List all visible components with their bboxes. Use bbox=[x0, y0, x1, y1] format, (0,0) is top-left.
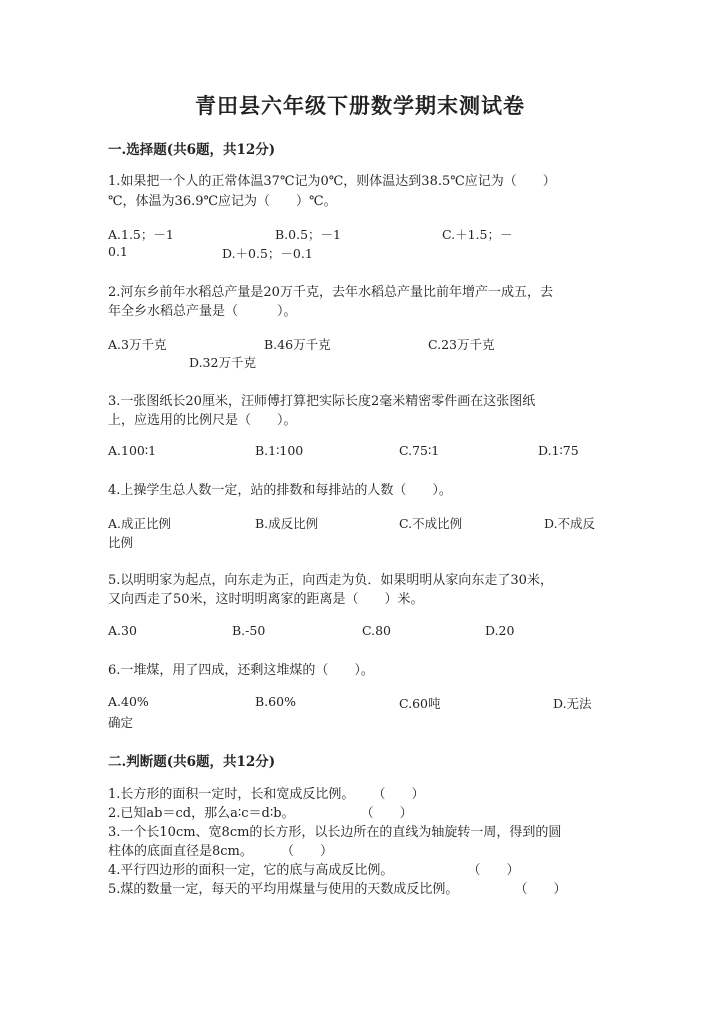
question-1-line-2: ℃，体温为36.9℃应记为（ ）℃。 bbox=[108, 194, 337, 209]
judgement-1-blank: （ ） bbox=[372, 787, 425, 802]
question-3-line-2: 上，应选用的比例尺是（ ）。 bbox=[108, 413, 297, 428]
judgement-1 bbox=[108, 783, 425, 802]
judgement-2 bbox=[108, 802, 413, 821]
question-4-option-d: D.不成反 bbox=[544, 516, 596, 531]
question-1-option-d: D.＋0.5；－0.1 bbox=[222, 246, 313, 261]
question-3-option-b: B.1∶100 bbox=[255, 443, 304, 458]
judgement-2-text: 2.已知ab＝cd，那么a∶c＝d∶b。 bbox=[108, 806, 295, 821]
question-1-line-1: 1.如果把一个人的正常体温37℃记为0℃，则体温达到38.5℃应记为（ ） bbox=[108, 174, 556, 189]
question-6-option-d-cont: 确定 bbox=[108, 715, 134, 730]
question-3-line-1: 3.一张图纸长20厘米，汪师傅打算把实际长度2毫米精密零件画在这张图纸 bbox=[108, 394, 536, 409]
judgement-5 bbox=[108, 878, 567, 897]
question-6-option-a: A.40% bbox=[108, 694, 149, 709]
judgement-2-blank: （ ） bbox=[360, 806, 413, 821]
judgement-4-text: 4.平行四边形的面积一定，它的底与高成反比例。 bbox=[108, 863, 394, 878]
question-1-option-c: C.＋1.5；－ bbox=[442, 227, 513, 242]
question-4-line-1: 4.上操学生总人数一定，站的排数和每排站的人数（ ）。 bbox=[108, 483, 452, 498]
question-2-option-b: B.46万千克 bbox=[264, 337, 331, 352]
question-1-option-c-cont: 0.1 bbox=[108, 244, 128, 259]
question-4-option-a: A.成正比例 bbox=[108, 516, 172, 531]
question-6-option-d: D.无法 bbox=[553, 696, 592, 711]
question-4-option-d-cont: 比例 bbox=[108, 535, 134, 550]
judgement-4 bbox=[108, 859, 520, 878]
question-1-option-a: A.1.5；－1 bbox=[108, 227, 174, 242]
question-6-line-1: 6.一堆煤，用了四成，还剩这堆煤的（ ）。 bbox=[108, 663, 374, 678]
question-3-option-c: C.75∶1 bbox=[399, 443, 440, 458]
question-3-option-d: D.1∶75 bbox=[538, 443, 579, 458]
question-4-option-c: C.不成比例 bbox=[399, 516, 463, 531]
question-2-line-1: 2.河东乡前年水稻总产量是20万千克，去年水稻总产量比前年增产一成五，去 bbox=[108, 285, 553, 300]
question-5-line-2: 又向西走了50米，这时明明离家的距离是（ ）米。 bbox=[108, 592, 424, 607]
judgement-3-line-1: 3.一个长10cm、宽8cm的长方形，以长边所在的直线为轴旋转一周，得到的圆 bbox=[108, 825, 562, 840]
question-2-option-c: C.23万千克 bbox=[428, 337, 495, 352]
judgement-5-blank: （ ） bbox=[514, 882, 567, 897]
judgement-3-blank: （ ） bbox=[281, 844, 334, 859]
question-1-option-b: B.0.5；－1 bbox=[275, 227, 341, 242]
question-5-option-d: D.20 bbox=[485, 623, 515, 638]
question-6-option-c: C.60吨 bbox=[399, 696, 441, 711]
question-6-option-b: B.60% bbox=[255, 694, 296, 709]
judgement-3-line-2 bbox=[108, 840, 333, 859]
question-5-line-1: 5.以明明家为起点，向东走为正，向西走为负．如果明明从家向东走了30米， bbox=[108, 573, 553, 588]
question-4-option-b: B.成反比例 bbox=[255, 516, 319, 531]
judgement-4-blank: （ ） bbox=[467, 863, 520, 878]
question-5-option-b: B.-50 bbox=[232, 623, 266, 638]
judgement-3-text: 柱体的底面直径是8cm。 bbox=[108, 844, 253, 859]
question-2-option-d: D.32万千克 bbox=[189, 355, 256, 370]
question-2-option-a: A.3万千克 bbox=[108, 337, 167, 352]
question-2-line-2: 年全乡水稻总产量是（ ）。 bbox=[108, 304, 297, 319]
page-title: 青田县六年级下册数学期末测试卷 bbox=[195, 93, 525, 118]
question-5-option-c: C.80 bbox=[362, 623, 391, 638]
section-heading-judgement: 二.判断题(共6题，共12分) bbox=[108, 754, 276, 770]
question-5-option-a: A.30 bbox=[108, 623, 137, 638]
judgement-1-text: 1.长方形的面积一定时，长和宽成反比例。 bbox=[108, 787, 355, 802]
section-heading-choice: 一.选择题(共6题，共12分) bbox=[108, 142, 276, 158]
judgement-5-text: 5.煤的数量一定，每天的平均用煤量与使用的天数成反比例。 bbox=[108, 882, 459, 897]
question-3-option-a: A.100∶1 bbox=[108, 443, 157, 458]
